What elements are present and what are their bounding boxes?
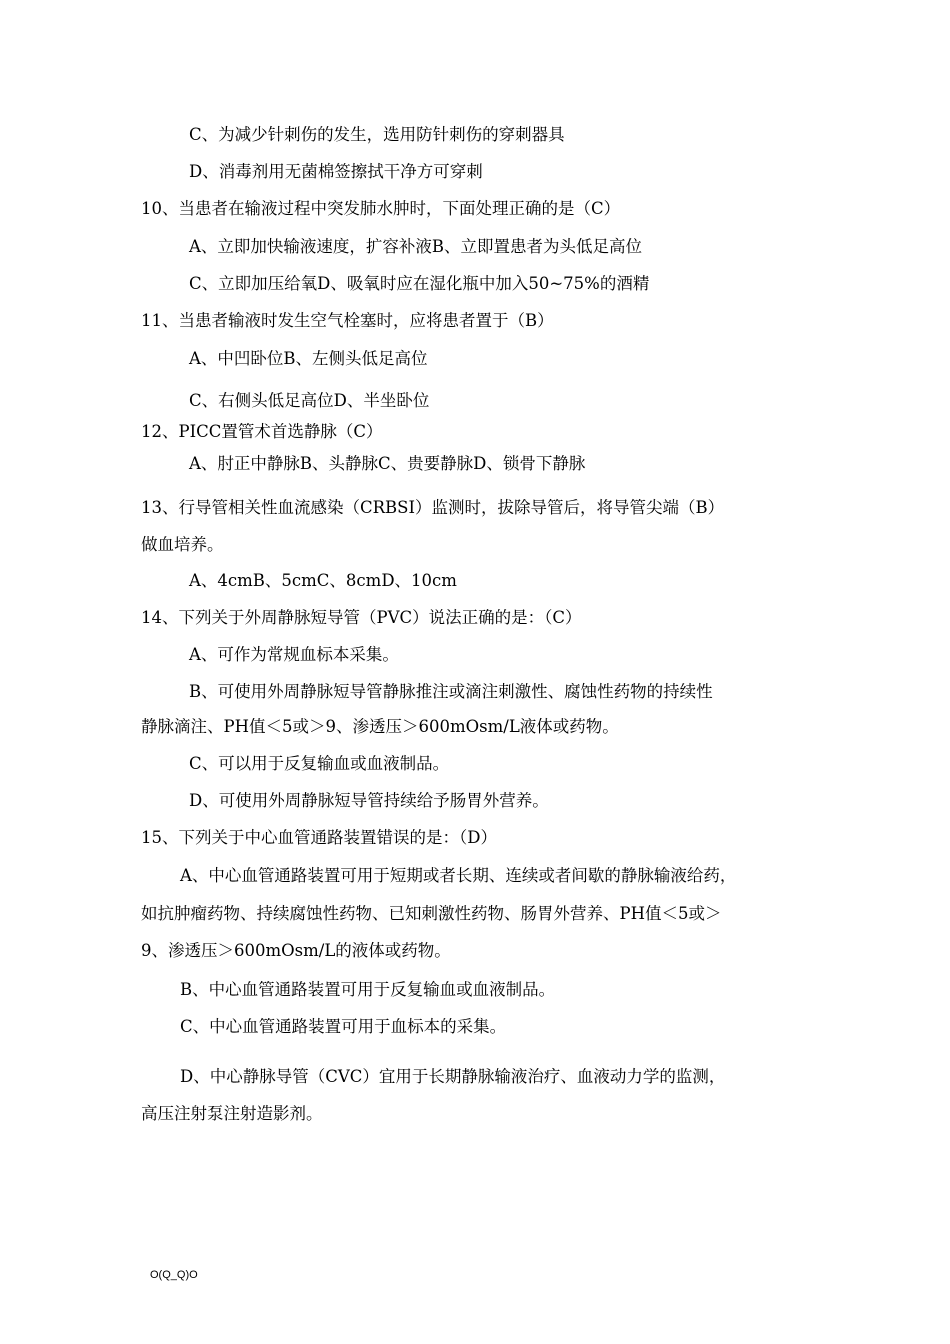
- option-line: D、可使用外周静脉短导管持续给予肠胃外营养。: [189, 791, 549, 810]
- option-line: A、肘正中静脉B、头静脉C、贵要静脉D、锁骨下静脉: [189, 454, 586, 473]
- option-line: D、消毒剂用无菌棉签擦拭干净方可穿刺: [189, 162, 483, 181]
- question-line: 15、下列关于中心血管通路装置错误的是：（D）: [141, 828, 497, 847]
- option-line: C、为减少针刺伤的发生，选用防针刺伤的穿刺器具: [189, 125, 565, 144]
- question-line: 10、当患者在输液过程中突发肺水肿时，下面处理正确的是（C）: [141, 199, 621, 218]
- option-line: C、立即加压给氧D、吸氧时应在湿化瓶中加入50~75%的酒精: [189, 274, 650, 293]
- option-line-continued: 9、渗透压＞600mOsm/L的液体或药物。: [141, 941, 451, 960]
- question-line: 14、下列关于外周静脉短导管（PVC）说法正确的是：（C）: [141, 608, 582, 627]
- question-line: 11、当患者输液时发生空气栓塞时，应将患者置于（B）: [141, 311, 554, 330]
- question-line-continued: 做血培养。: [141, 535, 224, 554]
- option-line: A、中心血管通路装置可用于短期或者长期、连续或者间歇的静脉输液给药，: [180, 866, 737, 885]
- option-line: B、中心血管通路装置可用于反复输血或血液制品。: [180, 980, 556, 999]
- question-line: 12、PICC置管术首选静脉（C）: [141, 422, 383, 441]
- option-line: B、可使用外周静脉短导管静脉推注或滴注刺激性、腐蚀性药物的持续性: [189, 682, 713, 701]
- option-line-continued: 静脉滴注、PH值＜5或＞9、渗透压＞600mOsm/L液体或药物。: [141, 717, 619, 736]
- option-line-continued: 高压注射泵注射造影剂。: [141, 1104, 323, 1123]
- option-line: C、中心血管通路装置可用于血标本的采集。: [180, 1017, 507, 1036]
- option-line: D、中心静脉导管（CVC）宜用于长期静脉输液治疗、血液动力学的监测，: [180, 1067, 726, 1086]
- option-line: A、可作为常规血标本采集。: [189, 645, 399, 664]
- page-footer: O(Q_Q)O: [150, 1269, 198, 1281]
- option-line: A、中凹卧位B、左侧头低足高位: [189, 349, 428, 368]
- option-line: A、立即加快输液速度，扩容补液B、立即置患者为头低足高位: [189, 237, 643, 256]
- question-line: 13、行导管相关性血流感染（CRBSI）监测时，拔除导管后，将导管尖端（B）: [141, 498, 725, 517]
- option-line: C、可以用于反复输血或血液制品。: [189, 754, 450, 773]
- option-line: C、右侧头低足高位D、半坐卧位: [189, 391, 430, 410]
- option-line-continued: 如抗肿瘤药物、持续腐蚀性药物、已知刺激性药物、肠胃外营养、PH值＜5或＞: [141, 904, 722, 923]
- option-line: A、4cmB、5cmC、8cmD、10cm: [189, 571, 457, 590]
